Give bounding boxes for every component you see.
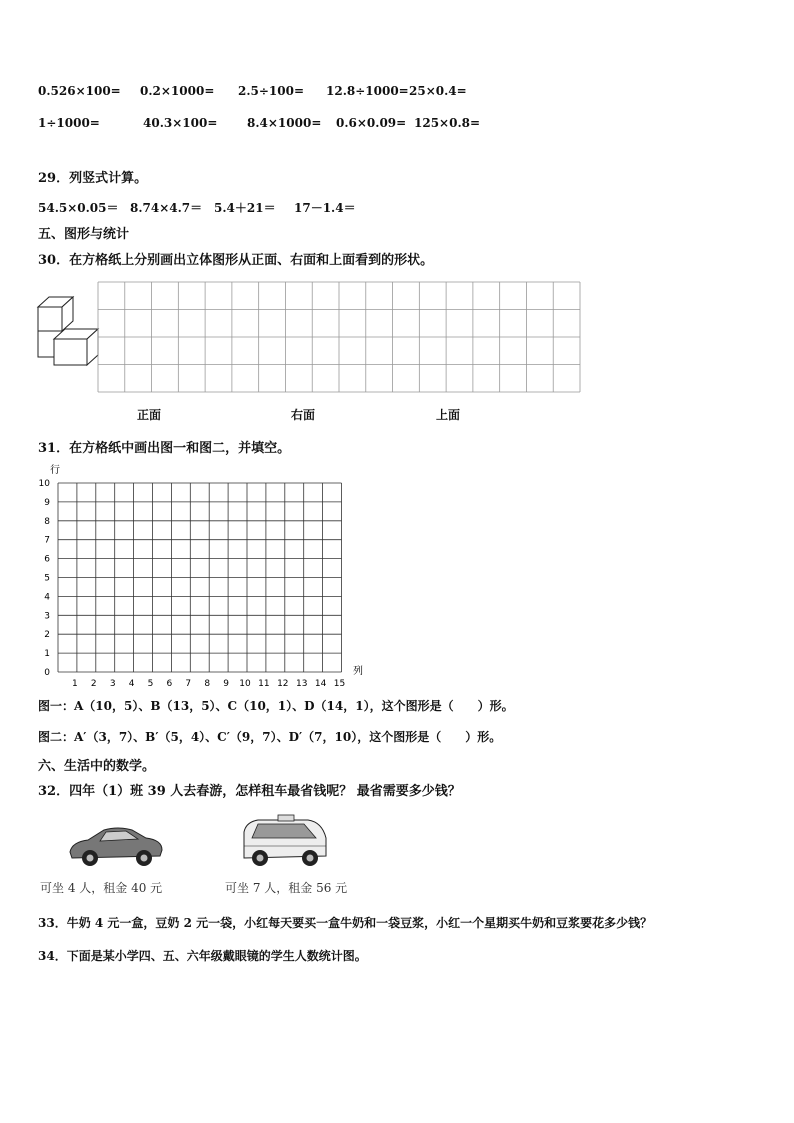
- row-tick-label: 9: [44, 497, 50, 508]
- calc-item: 0.6×0.09=: [336, 116, 407, 130]
- cube-figure: [36, 292, 102, 372]
- column-tick-label: 1: [72, 679, 78, 689]
- van-icon: [238, 814, 330, 872]
- question-33-text: 33．牛奶 4 元一盒，豆奶 2 元一袋，小红每天要买一盒牛奶和一袋豆浆，小红一个星期买牛奶和豆浆要花多少钱？: [38, 916, 653, 930]
- column-tick-label: 10: [239, 679, 251, 689]
- calc-item: 40.3×100=: [143, 116, 218, 130]
- column-tick-label: 12: [277, 679, 289, 689]
- row-tick-label: 8: [44, 516, 50, 527]
- calc-item: 1÷1000=: [38, 116, 100, 130]
- row-tick-label: 4: [44, 592, 50, 603]
- column-tick-label: 15: [333, 679, 346, 689]
- column-tick-label: 7: [185, 679, 192, 689]
- question-31-title: 31．在方格纸中画出图一和图二，并填空。: [38, 441, 291, 456]
- calc-item: 12.8÷1000=: [326, 84, 409, 98]
- calc-item: 2.5÷100=: [238, 84, 305, 98]
- column-tick-label: 2: [90, 679, 97, 689]
- right-view-label: 右面: [291, 408, 316, 422]
- figure-2-text: 图二：A′（3，7）、B′（5，4）、C′（9，7）、D′（7，10），这个图形是（ ）形。: [38, 730, 502, 744]
- car-icon: [66, 822, 166, 870]
- question-32-title: 32．四年（1）班 39 人去春游，怎样租车最省钱呢？ 最省需要多少钱？: [38, 784, 461, 799]
- calc-item: 5.4＋21＝: [214, 201, 276, 215]
- calc-item: 8.4×1000=: [247, 116, 322, 130]
- row-tick-label: 0: [44, 668, 50, 678]
- column-axis-label: 列: [353, 666, 363, 677]
- section-heading: 五、图形与统计: [38, 227, 130, 242]
- car-capacity-label: 可坐 4 人，租金 40 元: [40, 881, 163, 895]
- row-tick-label: 5: [44, 573, 50, 584]
- calc-item: 25×0.4=: [409, 84, 467, 98]
- calc-item: 17－1.4＝: [294, 201, 356, 215]
- row-tick-label: 1: [44, 649, 50, 660]
- row-tick-label: 3: [44, 611, 50, 622]
- row-tick-label: 2: [44, 630, 50, 641]
- column-tick-label: 5: [147, 679, 154, 689]
- calc-item: 8.74×4.7＝: [130, 201, 203, 215]
- row-tick-label: 10: [38, 479, 50, 489]
- calc-item: 125×0.8=: [414, 116, 481, 130]
- column-tick-label: 4: [128, 679, 135, 689]
- column-tick-label: 13: [295, 679, 308, 689]
- question-29-title: 29．列竖式计算。: [38, 171, 148, 186]
- column-tick-label: 6: [166, 679, 173, 689]
- van-capacity-label: 可坐 7 人，租金 56 元: [225, 881, 348, 895]
- column-tick-label: 9: [223, 679, 229, 689]
- question-34-text: 34．下面是某小学四、五、六年级戴眼镜的学生人数统计图。: [38, 949, 367, 963]
- row-axis-label: 行: [50, 465, 60, 476]
- row-tick-label: 7: [44, 535, 50, 546]
- view-grid: [97, 281, 581, 393]
- section-heading: 六、生活中的数学。: [38, 759, 156, 774]
- row-tick-label: 6: [44, 554, 50, 565]
- column-tick-label: 3: [109, 679, 116, 689]
- calc-item: 54.5×0.05＝: [38, 201, 119, 215]
- column-tick-label: 8: [204, 679, 211, 689]
- top-view-label: 上面: [436, 408, 461, 422]
- column-tick-label: 11: [258, 679, 270, 689]
- calc-item: 0.2×1000=: [140, 84, 215, 98]
- front-view-label: 正面: [137, 408, 162, 422]
- question-30-title: 30．在方格纸上分别画出立体图形从正面、右面和上面看到的形状。: [38, 253, 434, 268]
- calc-item: 0.526×100=: [38, 84, 121, 98]
- coordinate-grid: [30, 458, 375, 689]
- figure-1-text: 图一：A（10，5）、B（13，5）、C（10，1）、D（14，1），这个图形是（ ）形。: [38, 699, 514, 713]
- column-tick-label: 14: [314, 679, 327, 689]
